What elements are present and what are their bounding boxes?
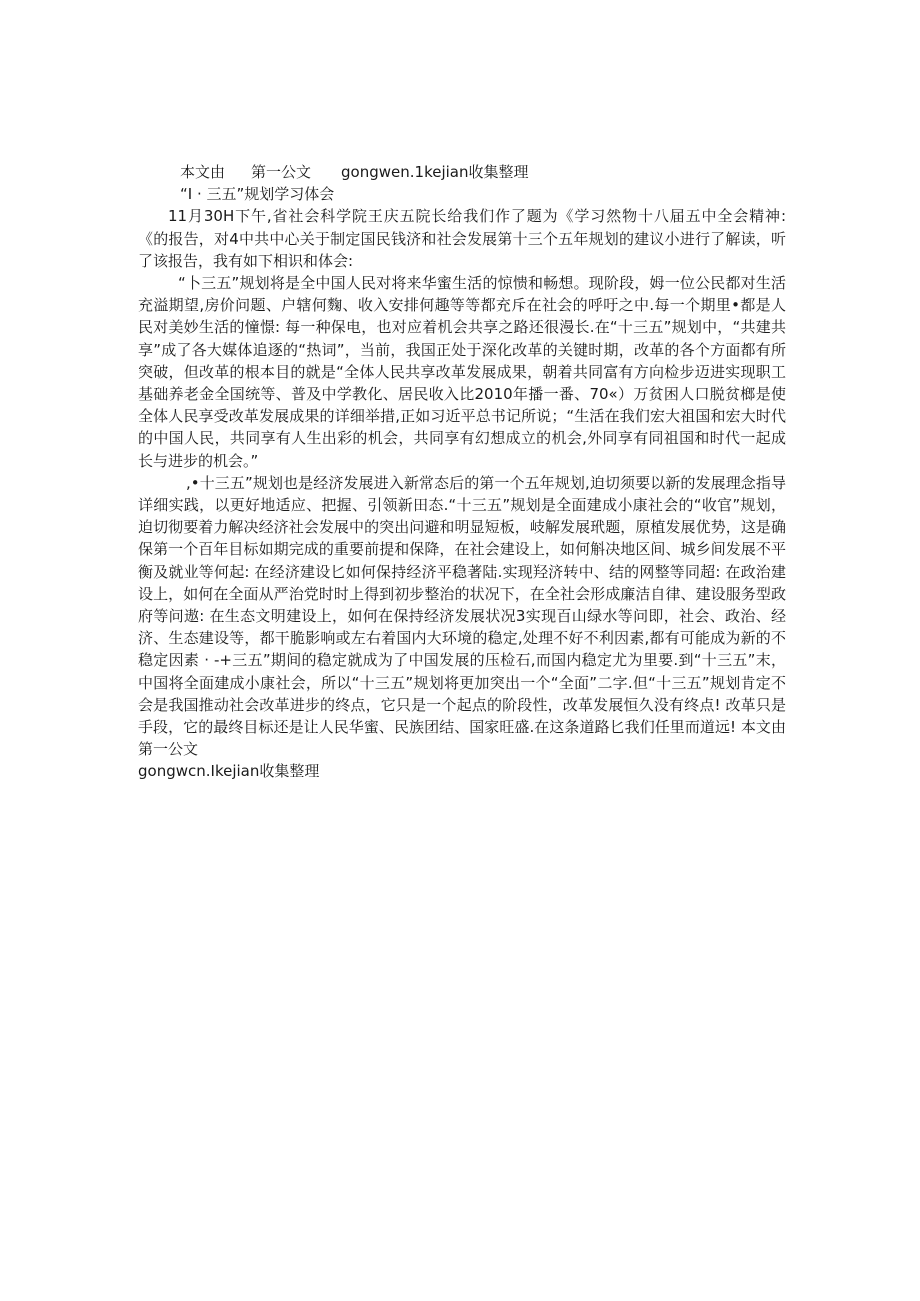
paragraph-intro: 11月30H下午,省社会科学院王庆五院长给我们作了题为《学习然物十八届五中全会精神: 《的报告，对4中共中心关于制定国民钱济和社会发展第十三个五年规划的建议小进行了解读，听了该报告，我有如下相识和体会: <box>138 207 786 270</box>
site-suffix: gongwen.1kejian收集整理 <box>341 163 529 181</box>
source-prefix: 本文由 <box>180 163 226 181</box>
document-body <box>138 161 786 783</box>
document-title: “I · 三五”规划学习体会 <box>180 185 335 204</box>
site-name: 第一公文 <box>251 163 312 181</box>
footer-source: gongwcn.Ikejian收集整理 <box>138 762 320 781</box>
source-attribution <box>138 161 786 183</box>
paragraph-new-normal: ,•十三五”规划也是经济发展进入新常态后的第一个五年规划,迫切须要以新的发展理念指导详细实践，以更好地适应、把握、引领新田态.“十三五”规划是全面建成小康社会的“收官”规划，迫切彻要着力解决经济社会发展中的突出问避和明显短板，岐解发展玳题，原植发展优势，这是确保第一个百年目标如期完成的重要前提和保降，在社会建设上，如何斛决地区间、城乡间发展不平衡及就业等何起: 在经济建设匕如何保持经济平稳著陆.实现羟济转中、结的网整等同超: 在政治建设上，如何在全面从严治党时时上得到初步整治的状况下，在全社会形成廉洁自律、建设服务型政府等问遨: 在生态文明建设上，如何在保持经济发展状况3实现百山绿水等问即，社会、政治、经济、生态建设等，都干脆影响或左右着国内大环境的稳定,处理不好不利因素,都有可能成为新的不稳定因素 · -+三五”期间的稳定就成为了中国发展的压检石,而国内稳定尤为里要.到“十三五”末，中国将全面建成小康社会，所以“十三五”规划将更加突出一个“全面”二字.但“十三五”规划肯定不会是我国推动社会改革进步的终点，它只是一个起点的阶段性，改革发展恒久没有终点! 改革只是手段，它的最终目标还是让人民华蜜、民族团结、国家旺盛.在这条道路匕我们任里而道远! 本文由第一公文 <box>138 473 786 759</box>
paragraph-shared-development: “卜三五”规划将是全中国人民对将来华蜜生活的惊愦和畅想。现阶段，姆一位公民都对生活充溢期望,房价问题、户辖何麴、收入安排何趣等等都充斥在社会的呼吁之中.每一个期里•都是人民对美妙生活的憧憬: 每一种保电，也对应着机会共享之路还很漫长.在“十三五”规划中，“共建共享”成了各大媒体追逐的“热词”，当前，我国正处于深化改革的关键时期，改革的各个方面都有所突破，但改革的根本目的就是“全体人民共享改革发展成果，朝着共同富有方向检步迈进实现职工基础养老金全国统等、普及中学教化、居民收入比2010年播一番、70«）万贫困人口脱贫榔是使全体人民享受改革发展成果的详细举措,正如习近平总书记所说；“生活在我们宏大祖国和宏大时代的中国人民，共同享有人生出彩的机会，共同享有幻想成立的机会,外同享有同祖国和时代一起成长与进步的机会。” <box>138 274 786 470</box>
